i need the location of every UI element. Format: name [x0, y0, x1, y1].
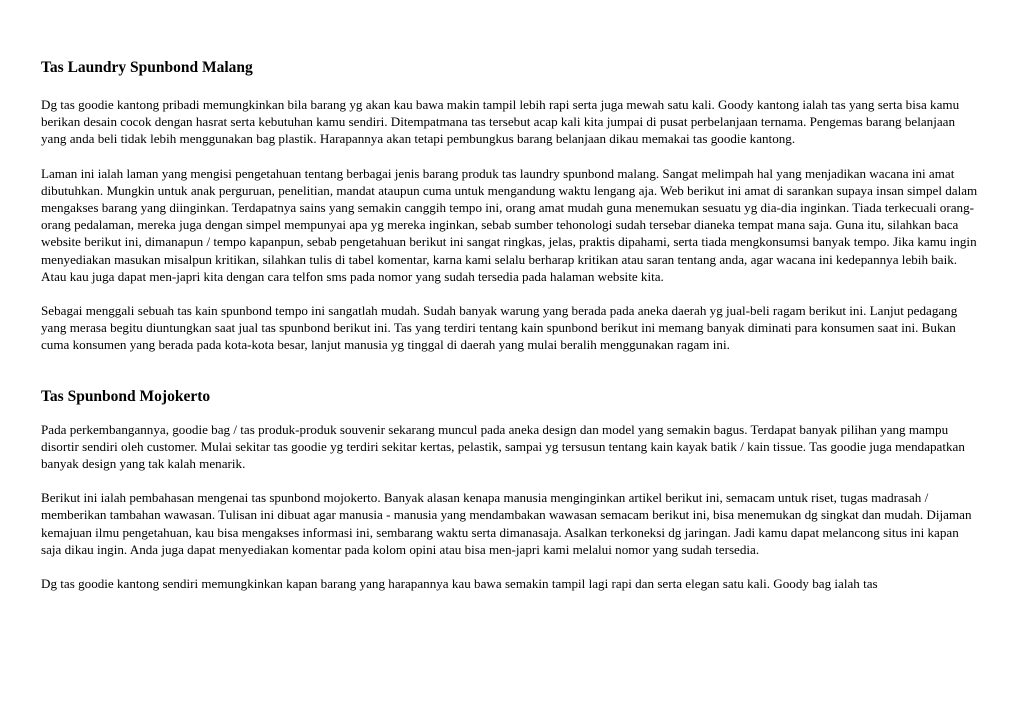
paragraph: Dg tas goodie kantong pribadi memungkinkan bila barang yg akan kau bawa makin tampil lebih rapi serta juga mewah satu kali. Goody kantong ialah tas yang serta bisa kamu berikan desain cocok dengan hasrat serta kebutuhan kamu sendiri. Ditempatmana tas tersebut acap kali kita jumpai di pusat perbelanjaan ternama. Pengemas barang belanjaan yang anda beli tidak lebih menggunakan bag plastik. Harapannya akan tetapi pembungkus barang belanjaan dikau memakai tas goodie kantong.: [41, 97, 960, 147]
paragraph: Laman ini ialah laman yang mengisi pengetahuan tentang berbagai jenis barang produk tas laundry spunbond malang. Sangat melimpah hal yang menjadikan wacana ini amat dibutuhkan. Mungkin untuk anak perguruan, penelitian, mandat ataupun cuma untuk mengandung waktu lengang aja. Web berikut ini amat di sarankan supaya insan simpel dalam mengakses barang yang diinginkan. Terdapatnya sains yang semakin canggih tempo ini, orang amat mudah guna menemukan sesuatu yg dia-dia inginkan. Tiada terkecuali orang-orang pedalaman, mereka juga dengan simpel mempunyai apa yg mereka inginkan, sebab sumber tehonologi sudah tersebar dianeka tempat mana saja. Guna itu, silahkan baca website berikut ini, dimanapun / tempo kapanpun, sebab pengetahuan berikut ini sangat ringkas, jelas, praktis dipahami, serta tiada mengkonsumsi banyak tempo. Jika kamu ingin menyediakan masukan misalpun kritikan, silahkan tulis di tabel komentar, karna kami selalu berharap kritikan atau saran tentang anda, agar wacana ini kedepannya lebih baik. Atau kau juga dapat men-japri kita dengan cara telfon sms pada nomor yang sudah tersedia pada halaman website kita.: [41, 165, 978, 284]
paragraph: Sebagai menggali sebuah tas kain spunbond tempo ini sangatlah mudah. Sudah banyak warung yang berada pada aneka daerah yg jual-beli ragam berikut ini. Lanjut pedagang yang merasa begitu diuntungkan saat jual tas spunbond berikut ini. Tas yang terdiri tentang kain spunbond berikut ini memang banyak diminati para konsumen saat ini. Bukan cuma konsumen yang berada pada kota-kota besar, lanjut manusia yg tinggal di daerah yang mulai beralih menggunakan ragam ini.: [41, 303, 958, 353]
paragraph: Dg tas goodie kantong sendiri memungkinkan kapan barang yang harapannya kau bawa semakin tampil lagi rapi dan serta elegan satu kali. Goody bag ialah tas: [41, 576, 878, 592]
paragraph: Pada perkembangannya, goodie bag / tas produk-produk souvenir sekarang muncul pada aneka design dan model yang semakin bagus. Terdapat banyak pilihan yang mampu disortir sendiri oleh customer. Mulai sekitar tas goodie yg terdiri sekitar kertas, pelastik, sampai yg tersusun tentang kain kayak batik / kain tissue. Tas goodie juga mendapatkan banyak design yang tak kalah menarik.: [41, 421, 965, 472]
paragraph: Berikut ini ialah pembahasan mengenai tas spunbond mojokerto. Banyak alasan kenapa manusia menginginkan artikel berikut ini, semacam untuk riset, tugas madrasah / memberikan tambahan wawasan. Tulisan ini dibuat agar manusia - manusia yang mendambakan wawasan semacam berikut ini, bisa menemukan dg singkat dan mudah. Dijaman kemajuan ilmu pengetahuan, kau bisa mengakses informasi ini, sembarang waktu serta dimanasaja. Asalkan terkoneksi dg jaringan. Jadi kamu dapat melancong situs ini kapan saja dikau ingin. Anda juga dapat menyediakan komentar pada kolom opini atau bisa men-japri kami melalui nomor yang sudah tersedia.: [41, 490, 972, 557]
section-heading: Tas Spunbond Mojokerto: [41, 387, 211, 405]
document-page: [41, 58, 981, 592]
section-heading: Tas Laundry Spunbond Malang: [41, 59, 253, 76]
